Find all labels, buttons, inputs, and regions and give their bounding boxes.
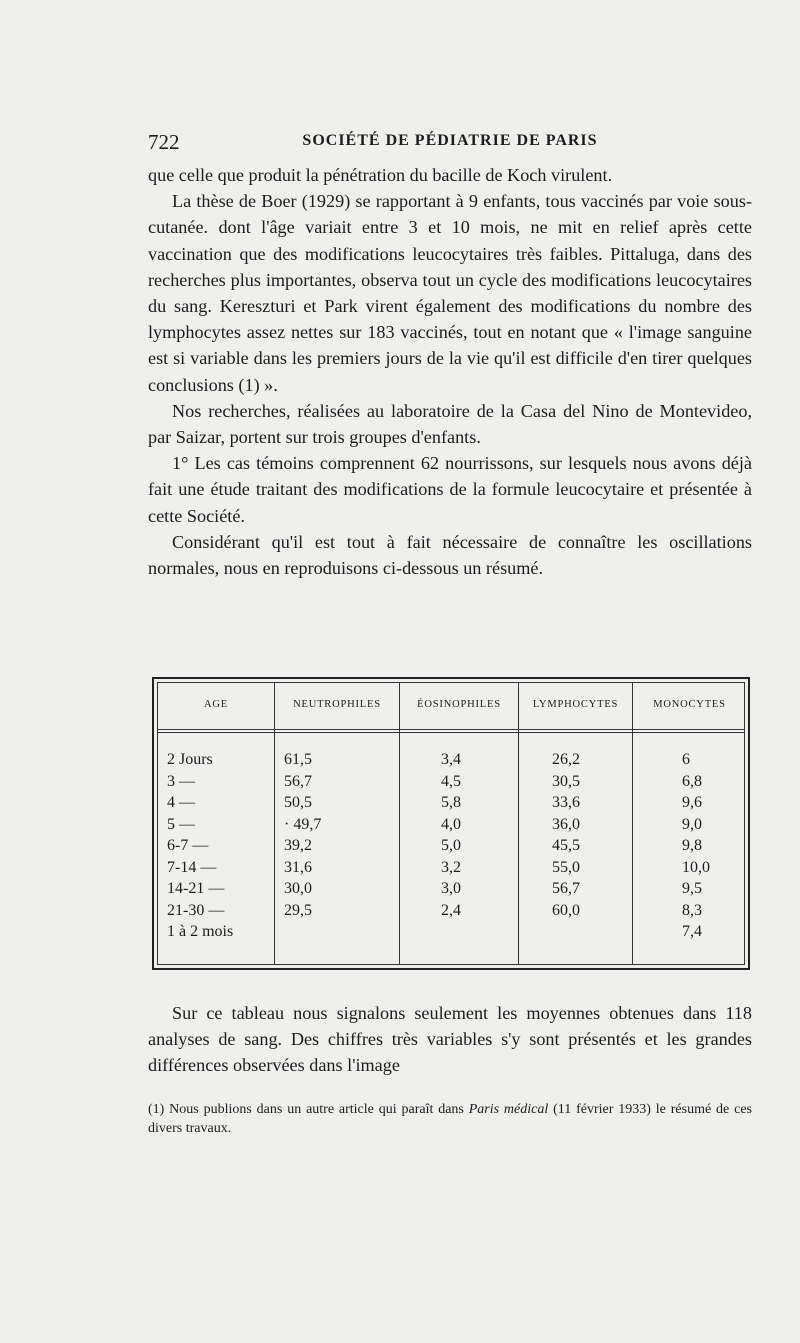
paragraph: Sur ce tableau nous signalons seulement les moyennes obtenues dans 118 analyses de sang. Des chiffres très variables s'y sont présentés et les grandes différences observées dans l'image (148, 1003, 752, 1076)
footnote-text: (11 février 1933) le résumé de ces divers travaux. (148, 1102, 752, 1136)
paragraph: que celle que produit la pénétration du bacille de Koch virulent. (148, 165, 613, 185)
table-cell: 45,5 (552, 837, 580, 854)
table-cell: 21-30 — (167, 901, 225, 919)
journal-title: Paris médical (468, 1102, 549, 1117)
table-cell: 30,5 (552, 772, 580, 790)
column-divider (274, 682, 275, 965)
leukocyte-table (152, 677, 750, 970)
table-cell: 3 — (167, 772, 195, 790)
table-cell: 6,8 (682, 772, 702, 790)
table-cell: 9,0 (682, 815, 702, 833)
table-cell: 5 — (167, 815, 195, 833)
footnote-text: (1) Nous publions dans un autre article qui paraît dans (148, 1102, 469, 1117)
table-cell: 2,4 (441, 901, 461, 919)
table-cell: 3,4 (441, 751, 461, 768)
table-cell: 6 (682, 751, 690, 768)
table-cell: 8,3 (682, 901, 702, 919)
table-cell: 1 à 2 mois (167, 923, 234, 940)
col-header-eosinophiles: ÉOSINOPHILES (417, 699, 501, 710)
table-cell: 33,6 (552, 794, 580, 811)
monocytes-column (682, 749, 710, 943)
table-cell: 56,7 (284, 772, 312, 790)
lymphocytes-column (552, 749, 580, 921)
table-cell: 5,0 (441, 837, 461, 854)
paragraph: 1° Les cas témoins comprennent 62 nourrissons, sur lesquels nous avons déjà fait une étude traitant des modifications de la formule leucocytaire et présentée à cette Société. (148, 453, 752, 526)
eosinophiles-column (441, 749, 461, 921)
body-text-bottom (148, 1000, 752, 1079)
table-cell: 56,7 (552, 880, 580, 897)
paragraph: Considérant qu'il est tout à fait nécessaire de connaître les oscillations normales, nous en reproduisons ci-dessous un résumé. (148, 531, 752, 579)
table-cell: 7,4 (682, 923, 702, 940)
table-cell: 31,6 (284, 858, 312, 876)
column-divider (518, 682, 519, 965)
header-rule (157, 729, 745, 730)
table-cell: 3,2 (441, 858, 461, 876)
table-cell: 9,5 (682, 880, 702, 897)
table-cell: 6-7 — (167, 837, 209, 854)
running-title: SOCIÉTÉ DE PÉDIATRIE DE PARIS (302, 132, 598, 149)
col-header-monocytes: MONOCYTES (653, 699, 726, 710)
column-divider (632, 682, 633, 965)
table-cell: 55,0 (552, 858, 580, 876)
table-cell: 4 — (167, 794, 195, 811)
neutrophiles-column (284, 749, 321, 921)
age-column (167, 749, 233, 943)
table-cell: 9,6 (682, 794, 702, 811)
paragraph: Nos recherches, réalisées au laboratoire de la Casa del Nino de Montevideo, par Saizar, portent sur trois groupes d'enfants. (148, 400, 752, 448)
table-cell: 30,0 (284, 880, 312, 897)
column-divider (399, 682, 400, 965)
col-header-neutrophiles: NEUTROPHILES (293, 699, 381, 710)
page-number: 722 (148, 130, 180, 154)
table-cell: 14-21 — (167, 880, 225, 897)
table-cell: 4,0 (441, 815, 461, 833)
table-cell: 29,5 (284, 901, 312, 919)
paragraph: La thèse de Boer (1929) se rapportant à 9 enfants, tous vaccinés par voie sous-cutanée. dont l'âge variait entre 3 et 10 mois, ne mit en relief après cette vaccination que des modifications leucocytaires très faibles. Pittaluga, dans des recherches plus importantes, observa tout un cycle des modifications leucocytaires du sang. Kereszturi et Park virent également des modifications du nombre des lymphocytes assez nettes sur 183 vaccinés, tout en notant que « l'image sanguine est si variable dans les premiers jours de la vie qu'il est difficile d'en tirer quelques conclusions (1) ». (148, 191, 752, 395)
table-cell: 10,0 (682, 858, 710, 876)
table-cell: 9,8 (682, 837, 702, 854)
table-cell: 26,2 (552, 751, 580, 768)
footnote (148, 1100, 752, 1138)
table-cell: 60,0 (552, 901, 580, 919)
table-cell: 5,8 (441, 794, 461, 811)
table-cell: 3,0 (441, 880, 461, 897)
table-cell: 50,5 (284, 794, 312, 811)
table-cell: · 49,7 (284, 815, 322, 833)
table-cell: 36,0 (552, 815, 580, 833)
page-header (148, 130, 752, 156)
col-header-age: AGE (204, 699, 228, 710)
col-header-lymphocytes: LYMPHOCYTES (532, 699, 619, 710)
table-cell: 2 Jours (167, 751, 213, 768)
table-cell: 61,5 (284, 751, 312, 768)
table-cell: 39,2 (284, 837, 312, 854)
table-cell: 4,5 (441, 772, 461, 790)
body-text-top (148, 162, 752, 581)
table-cell: 7-14 — (167, 858, 217, 876)
header-rule (157, 732, 745, 733)
